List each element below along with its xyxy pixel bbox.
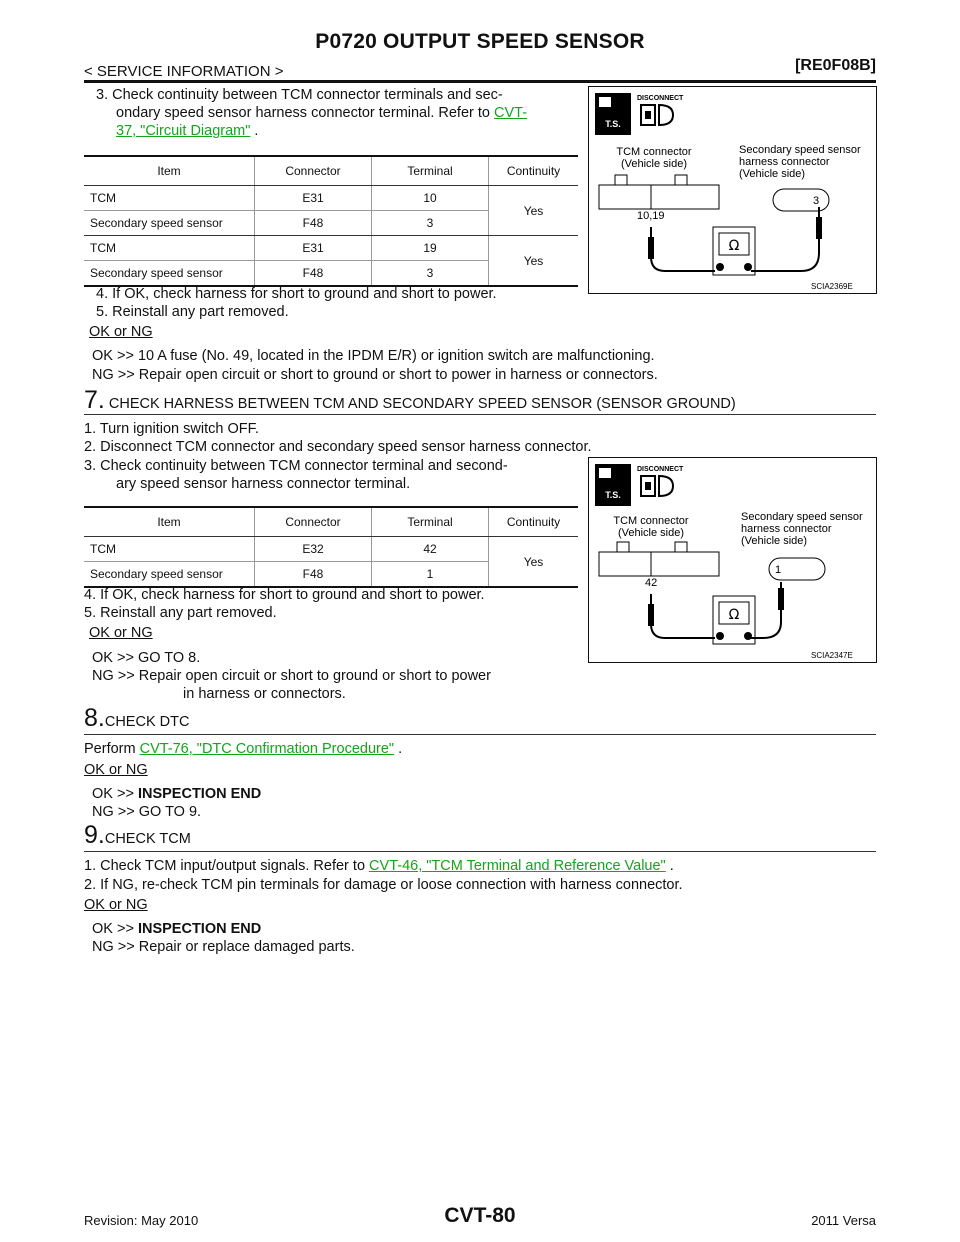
col-connector: Connector: [255, 156, 372, 186]
col-continuity: Continuity: [489, 156, 579, 186]
link-cvt37-a[interactable]: CVT-: [494, 105, 528, 121]
step7-item1: 1. Turn ignition switch OFF.: [84, 421, 259, 437]
cell-terminal: 3: [372, 261, 489, 287]
multimeter-icon: [713, 227, 755, 275]
col-terminal: Terminal: [372, 507, 489, 537]
cell-item: Secondary speed sensor: [84, 562, 255, 588]
tcm-connector-label: TCM connector: [613, 515, 689, 527]
ohm-symbol: Ω: [728, 607, 740, 623]
cell-connector: E32: [255, 537, 372, 562]
circuit-diagram-2: [588, 457, 877, 663]
cell-connector: F48: [255, 211, 372, 236]
revision-label: Revision: May 2010: [84, 1213, 199, 1228]
link-cvt46[interactable]: CVT-46, "TCM Terminal and Reference Value": [369, 858, 666, 874]
ok-result: OK >> INSPECTION END: [92, 786, 262, 802]
ng-result: NG >> Repair or replace damaged parts.: [92, 939, 355, 955]
ts-label: T.S.: [605, 490, 621, 500]
circuit-diagram-1: [588, 86, 877, 294]
sensor-connector-label3: (Vehicle side): [739, 168, 806, 180]
cell-item: TCM: [84, 186, 255, 211]
cell-terminal: 42: [372, 537, 489, 562]
continuity-table-1: [84, 155, 578, 287]
okng-label: OK or NG: [89, 625, 153, 641]
tcm-connector-shape: [599, 542, 719, 576]
diagram-code: SCIA2369E: [811, 282, 853, 291]
ts-label: T.S.: [605, 119, 621, 129]
step6-item3-line1: 3. Check continuity between TCM connector terminals and sec-: [96, 87, 503, 103]
sensor-connector-label2: harness connector: [741, 523, 832, 535]
ng-result: NG >> GO TO 9.: [92, 804, 202, 820]
ok-result: OK >> INSPECTION END: [92, 921, 262, 937]
multimeter-icon: [713, 596, 755, 644]
sensor-connector-label2: harness connector: [739, 156, 830, 168]
ts-disconnect-icon: [595, 464, 684, 506]
continuity-table-2: [84, 506, 578, 588]
step7-item5: 5. Reinstall any part removed.: [84, 605, 277, 621]
cell-terminal: 19: [372, 236, 489, 261]
link-cvt76[interactable]: CVT-76, "DTC Confirmation Procedure": [139, 741, 395, 757]
tcm-pins-label: 10,19: [637, 210, 665, 222]
sensor-connector-label3: (Vehicle side): [741, 535, 808, 547]
sensor-connector-label: Secondary speed sensor: [739, 144, 861, 156]
ng-result-line1: NG >> Repair open circuit or short to ground or short to power: [92, 668, 491, 684]
cell-connector: E31: [255, 186, 372, 211]
step7-item3-line1: 3. Check continuity between TCM connector terminal and second-: [84, 458, 508, 474]
step6-item5: 5. Reinstall any part removed.: [96, 304, 289, 320]
cell-connector: E31: [255, 236, 372, 261]
cell-item: TCM: [84, 537, 255, 562]
ok-result: OK >> 10 A fuse (No. 49, located in the IPDM E/R) or ignition switch are malfunctioning.: [92, 348, 655, 364]
sensor-pin-label: 1: [775, 564, 782, 576]
table-row: [84, 537, 578, 562]
step7-heading: 7. CHECK HARNESS BETWEEN TCM AND SECONDARY SPEED SENSOR (SENSOR GROUND): [84, 386, 736, 414]
tcm-connector-sub: (Vehicle side): [620, 158, 688, 170]
cell-continuity: Yes: [489, 186, 579, 236]
cell-continuity: Yes: [489, 537, 579, 588]
step7-item4: 4. If OK, check harness for short to ground and short to power.: [84, 587, 485, 603]
step6-item3-line3: 37, "Circuit Diagram" .: [116, 123, 259, 139]
tcm-pins-label: 42: [645, 577, 658, 589]
link-cvt37-b[interactable]: 37, "Circuit Diagram": [116, 123, 251, 139]
col-item: Item: [84, 156, 255, 186]
table-row: [84, 186, 578, 211]
cell-item: Secondary speed sensor: [84, 261, 255, 287]
col-continuity: Continuity: [489, 507, 579, 537]
cell-terminal: 1: [372, 562, 489, 588]
step6-item4: 4. If OK, check harness for short to ground and short to power.: [96, 286, 497, 302]
cell-item: Secondary speed sensor: [84, 211, 255, 236]
col-item: Item: [84, 507, 255, 537]
model-code: [RE0F08B]: [795, 57, 876, 74]
step6-item3-line2: ondary speed sensor harness connector terminal. Refer to CVT-: [116, 105, 528, 121]
okng-label: OK or NG: [84, 897, 148, 913]
cell-terminal: 10: [372, 186, 489, 211]
okng-label: OK or NG: [84, 762, 148, 778]
table-row: [84, 236, 578, 261]
cell-connector: F48: [255, 261, 372, 287]
tcm-connector-sub: (Vehicle side): [617, 527, 685, 539]
ohm-symbol: Ω: [728, 238, 740, 254]
cell-connector: F48: [255, 562, 372, 588]
cell-continuity: Yes: [489, 236, 579, 287]
ng-result: NG >> Repair open circuit or short to ground or short to power in harness or connectors.: [92, 367, 658, 383]
step7-rule: [84, 414, 876, 415]
step7-item3-line2: ary speed sensor harness connector terminal.: [116, 476, 411, 492]
col-terminal: Terminal: [372, 156, 489, 186]
ts-disconnect-icon: [595, 93, 684, 135]
header-rule: [84, 80, 876, 83]
step9-item1: 1. Check TCM input/output signals. Refer to CVT-46, "TCM Terminal and Reference Value" .: [84, 858, 674, 874]
sensor-connector-shape: [773, 189, 829, 211]
model-year: 2011 Versa: [811, 1213, 876, 1228]
ng-result-line2: in harness or connectors.: [183, 686, 346, 702]
disconnect-label: DISCONNECT: [637, 466, 684, 473]
col-connector: Connector: [255, 507, 372, 537]
tcm-connector-label: TCM connector: [616, 146, 692, 158]
step9-item2: 2. If NG, re-check TCM pin terminals for damage or loose connection with harness connector.: [84, 877, 683, 893]
step8-heading: 8.CHECK DTC: [84, 704, 190, 732]
sensor-pin-label: 3: [813, 195, 820, 207]
page-title: P0720 OUTPUT SPEED SENSOR: [315, 30, 645, 53]
step8-rule: [84, 734, 876, 735]
page-number: CVT-80: [444, 1204, 516, 1227]
diagram-code: SCIA2347E: [811, 651, 853, 660]
step7-item2: 2. Disconnect TCM connector and secondary speed sensor harness connector.: [84, 439, 592, 455]
disconnect-label: DISCONNECT: [637, 95, 684, 102]
tcm-connector-shape: [599, 175, 719, 209]
ok-result: OK >> GO TO 8.: [92, 650, 201, 666]
step8-perform: Perform CVT-76, "DTC Confirmation Procedure" .: [84, 741, 403, 757]
sensor-connector-label: Secondary speed sensor: [741, 511, 863, 523]
okng-label: OK or NG: [89, 324, 153, 340]
cell-terminal: 3: [372, 211, 489, 236]
cell-item: TCM: [84, 236, 255, 261]
breadcrumb: < SERVICE INFORMATION >: [84, 63, 284, 80]
step9-rule: [84, 851, 876, 852]
step9-heading: 9.CHECK TCM: [84, 821, 191, 849]
